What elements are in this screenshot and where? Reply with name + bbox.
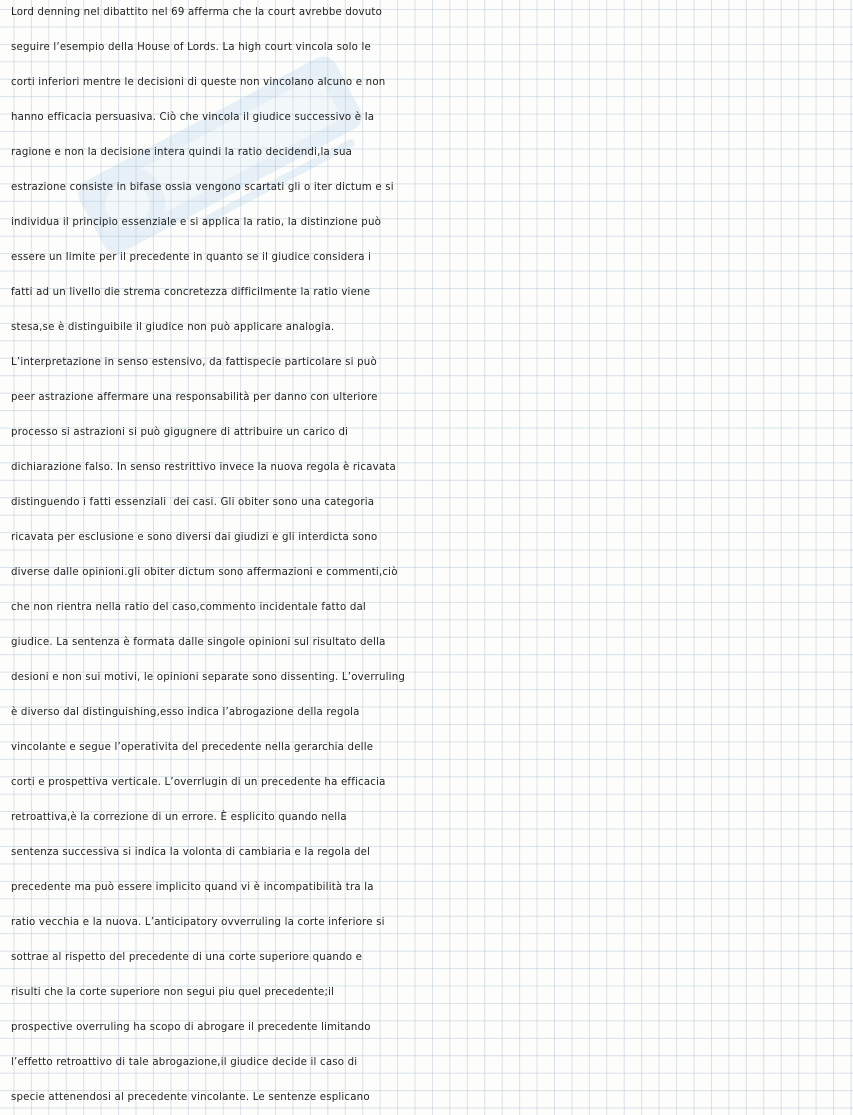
text-line: è diverso dal distinguishing,esso indica l’abrogazione della regola bbox=[11, 707, 360, 718]
text-line: hanno efficacia persuasiva. Ciò che vincola il giudice successivo è la bbox=[11, 112, 375, 123]
text-line: Lord denning nel dibattito nel 69 afferma che la court avrebbe dovuto bbox=[11, 7, 383, 18]
text-line: specie attenendosi al precedente vincolante. Le sentenze esplicano bbox=[11, 1092, 370, 1103]
text-line: prospective overruling ha scopo di abrogare il precedente limitando bbox=[11, 1022, 371, 1033]
text-line: ratio vecchia e la nuova. L’anticipatory ovverruling la corte inferiore si bbox=[11, 917, 385, 928]
text-line: ricavata per esclusione e sono diversi dai giudizi e gli interdicta sono bbox=[11, 532, 378, 543]
text-line: che non rientra nella ratio del caso,commento incidentale fatto dal bbox=[11, 602, 366, 613]
text-line: corti inferiori mentre le decisioni di queste non vincolano alcuno e non bbox=[11, 77, 386, 88]
text-line: precedente ma può essere implicito quand vi è incompatibilità tra la bbox=[11, 882, 374, 893]
text-line: desioni e non sui motivi, le opinioni separate sono dissenting. L’overruling bbox=[11, 672, 406, 683]
text-line: processo si astrazioni si può gigugnere di attribuire un carico di bbox=[11, 427, 349, 438]
text-line: vincolante e segue l’operativita del precedente nella gerarchia delle bbox=[11, 742, 374, 753]
text-line: giudice. La sentenza è formata dalle singole opinioni sul risultato della bbox=[11, 637, 386, 648]
text-line: ragione e non la decisione intera quindi la ratio decidendi,la sua bbox=[11, 147, 353, 158]
text-line: seguire l’esempio della House of Lords. La high court vincola solo le bbox=[11, 42, 372, 53]
text-line: peer astrazione affermare una responsabilità per danno con ulteriore bbox=[11, 392, 378, 403]
text-line: estrazione consiste in bifase ossia vengono scartati gli o iter dictum e si bbox=[11, 182, 394, 193]
text-line: individua il principio essenziale e si applica la ratio, la distinzione può bbox=[11, 217, 382, 228]
text-line: dichiarazione falso. In senso restrittivo invece la nuova regola è ricavata bbox=[11, 462, 396, 473]
text-line: fatti ad un livello die strema concretezza difficilmente la ratio viene bbox=[11, 287, 371, 298]
text-line: L’interpretazione in senso estensivo, da fattispecie particolare si può bbox=[11, 357, 377, 368]
text-line: distinguendo i fatti essenziali dei casi. Gli obiter sono una categoria bbox=[11, 497, 375, 508]
text-line: diverse dalle opinioni.gli obiter dictum sono affermazioni e commenti,ciò bbox=[11, 567, 398, 578]
text-line: sentenza successiva si indica la volonta di cambiaria e la regola del bbox=[11, 847, 371, 858]
text-line: sottrae al rispetto del precedente di una corte superiore quando e bbox=[11, 952, 363, 963]
text-line: l’effetto retroattivo di tale abrogazione,il giudice decide il caso di bbox=[11, 1057, 358, 1068]
text-line: retroattiva,è la correzione di un errore. È esplicito quando nella bbox=[11, 812, 347, 823]
text-line: corti e prospettiva verticale. L’overrlugin di un precedente ha efficacia bbox=[11, 777, 386, 788]
notes-text bbox=[11, 0, 853, 1115]
text-line: risulti che la corte superiore non segui piu quel precedente;il bbox=[11, 987, 335, 998]
text-line: essere un limite per il precedente in quanto se il giudice considera i bbox=[11, 252, 372, 263]
text-line: stesa,se è distinguibile il giudice non può applicare analogia. bbox=[11, 322, 335, 333]
